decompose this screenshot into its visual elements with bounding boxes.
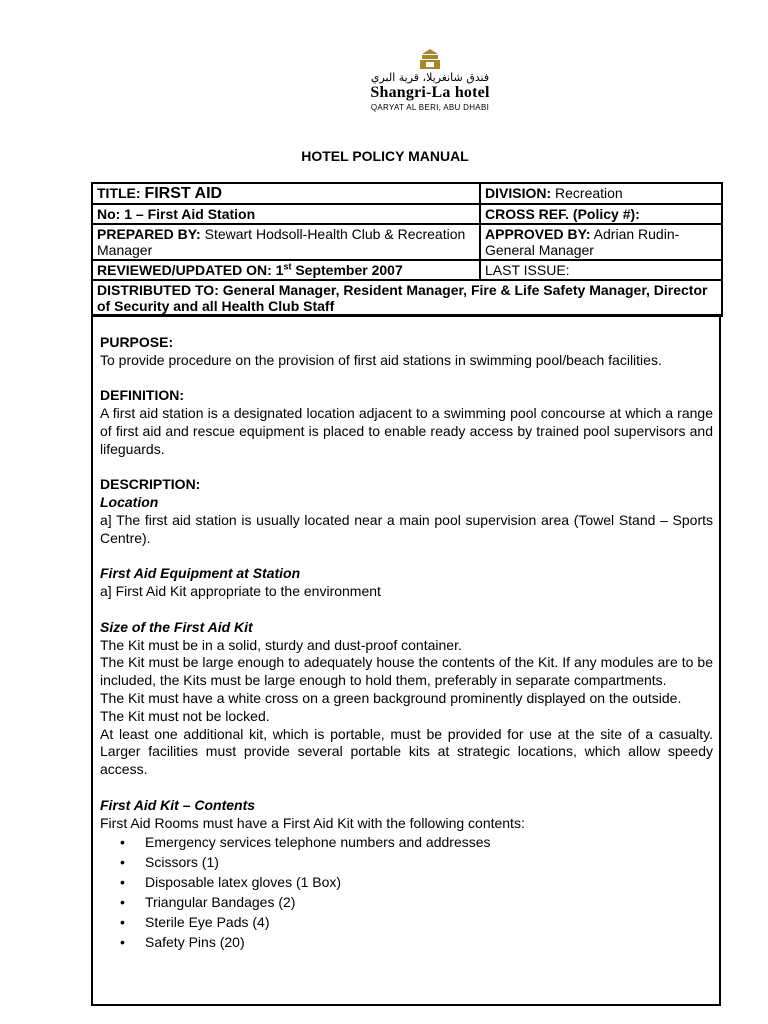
cross-ref: CROSS REF. (Policy #): xyxy=(480,204,722,224)
kit-size-line: The Kit must be in a solid, sturdy and dust-proof container. xyxy=(100,636,462,653)
policy-header-table xyxy=(91,182,723,317)
logo-hotel-name: Shangri-La hotel xyxy=(370,84,490,101)
location-text: a] The first aid station is usually located near a main pool supervision area (Towel Stand – Sports Centre). xyxy=(100,511,713,546)
definition-text: A first aid station is a designated location adjacent to a swimming pool concourse at which a range of first aid and rescue equipment is placed to enable ready access by trained pool supervisors and lifeguards. xyxy=(100,405,713,457)
list-item: • Emergency services telephone numbers and addresses xyxy=(145,832,713,852)
kit-size-line: The Kit must have a white cross on a green background prominently displayed on the outside. xyxy=(100,689,682,706)
logo-arabic-text: فندق شانغريلا، قرية البري xyxy=(370,71,490,84)
title-value: FIRST AID xyxy=(144,185,223,202)
definition-heading: DEFINITION: xyxy=(100,387,184,404)
prepared-cell xyxy=(92,224,480,260)
description-heading: DESCRIPTION: xyxy=(100,476,201,493)
distributed-to: DISTRIBUTED TO: General Manager, Resident Manager, Fire & Life Safety Manager, Director of Security and all Health Club Staff xyxy=(92,280,722,316)
kit-size-line: At least one additional kit, which is portable, must be provided for use at the site of a casualty. Larger facilities must provide several portable kits at strategic locations, which allow speedy access. xyxy=(100,725,713,778)
list-item: • Disposable latex gloves (1 Box) xyxy=(145,872,713,892)
location-heading: Location xyxy=(100,494,159,511)
reviewed-cell xyxy=(92,260,480,280)
kit-size-line: The Kit must not be locked. xyxy=(100,707,270,724)
purpose-text: To provide procedure on the provision of first aid stations in swimming pool/beach facilities. xyxy=(100,351,662,368)
logo-location: QARYAT AL BERI, ABU DHABI xyxy=(370,103,490,112)
kit-size-line: The Kit must be large enough to adequately house the contents of the Kit. If any modules are to be included, the Kits must be large enough to hold them, preferably in separate compartments. xyxy=(100,654,713,689)
prepared-value: Stewart Hodsoll-Health Club & Recreation Manager xyxy=(97,226,466,258)
kit-contents-intro: First Aid Rooms must have a First Aid Kit with the following contents: xyxy=(100,814,525,831)
equipment-heading: First Aid Equipment at Station xyxy=(100,565,301,582)
division-cell xyxy=(480,183,722,204)
hotel-logo xyxy=(340,48,520,122)
list-item: • Scissors (1) xyxy=(145,852,713,872)
prepared-label: PREPARED BY: xyxy=(97,226,201,242)
division-value: Recreation xyxy=(555,185,623,201)
list-item: • Sterile Eye Pads (4) xyxy=(145,912,713,932)
kit-contents-heading: First Aid Kit – Contents xyxy=(100,796,256,813)
approved-cell xyxy=(480,224,722,260)
title-cell xyxy=(92,183,480,204)
division-label: DIVISION: xyxy=(485,185,552,201)
title-label: TITLE: xyxy=(97,185,141,201)
reviewed-prefix: REVIEWED/UPDATED ON: 1 xyxy=(97,262,284,278)
policy-number: No: 1 – First Aid Station xyxy=(92,204,480,224)
reviewed-suffix: September 2007 xyxy=(291,262,403,278)
approved-label: APPROVED BY: xyxy=(485,226,591,242)
last-issue: LAST ISSUE: xyxy=(480,260,722,280)
list-item: • Safety Pins (20) xyxy=(145,932,713,952)
equipment-text: a] First Aid Kit appropriate to the environment xyxy=(100,583,381,600)
kit-size-heading: Size of the First Aid Kit xyxy=(100,618,253,635)
approved-value: Adrian Rudin-General Manager xyxy=(485,226,680,258)
shangri-la-emblem-icon xyxy=(417,48,443,70)
policy-body xyxy=(91,314,721,1006)
purpose-heading: PURPOSE: xyxy=(100,334,174,350)
list-item: • Triangular Bandages (2) xyxy=(145,892,713,912)
manual-title: HOTEL POLICY MANUAL xyxy=(301,148,469,164)
kit-contents-list xyxy=(100,832,713,952)
reviewed-sup: st xyxy=(283,261,292,272)
